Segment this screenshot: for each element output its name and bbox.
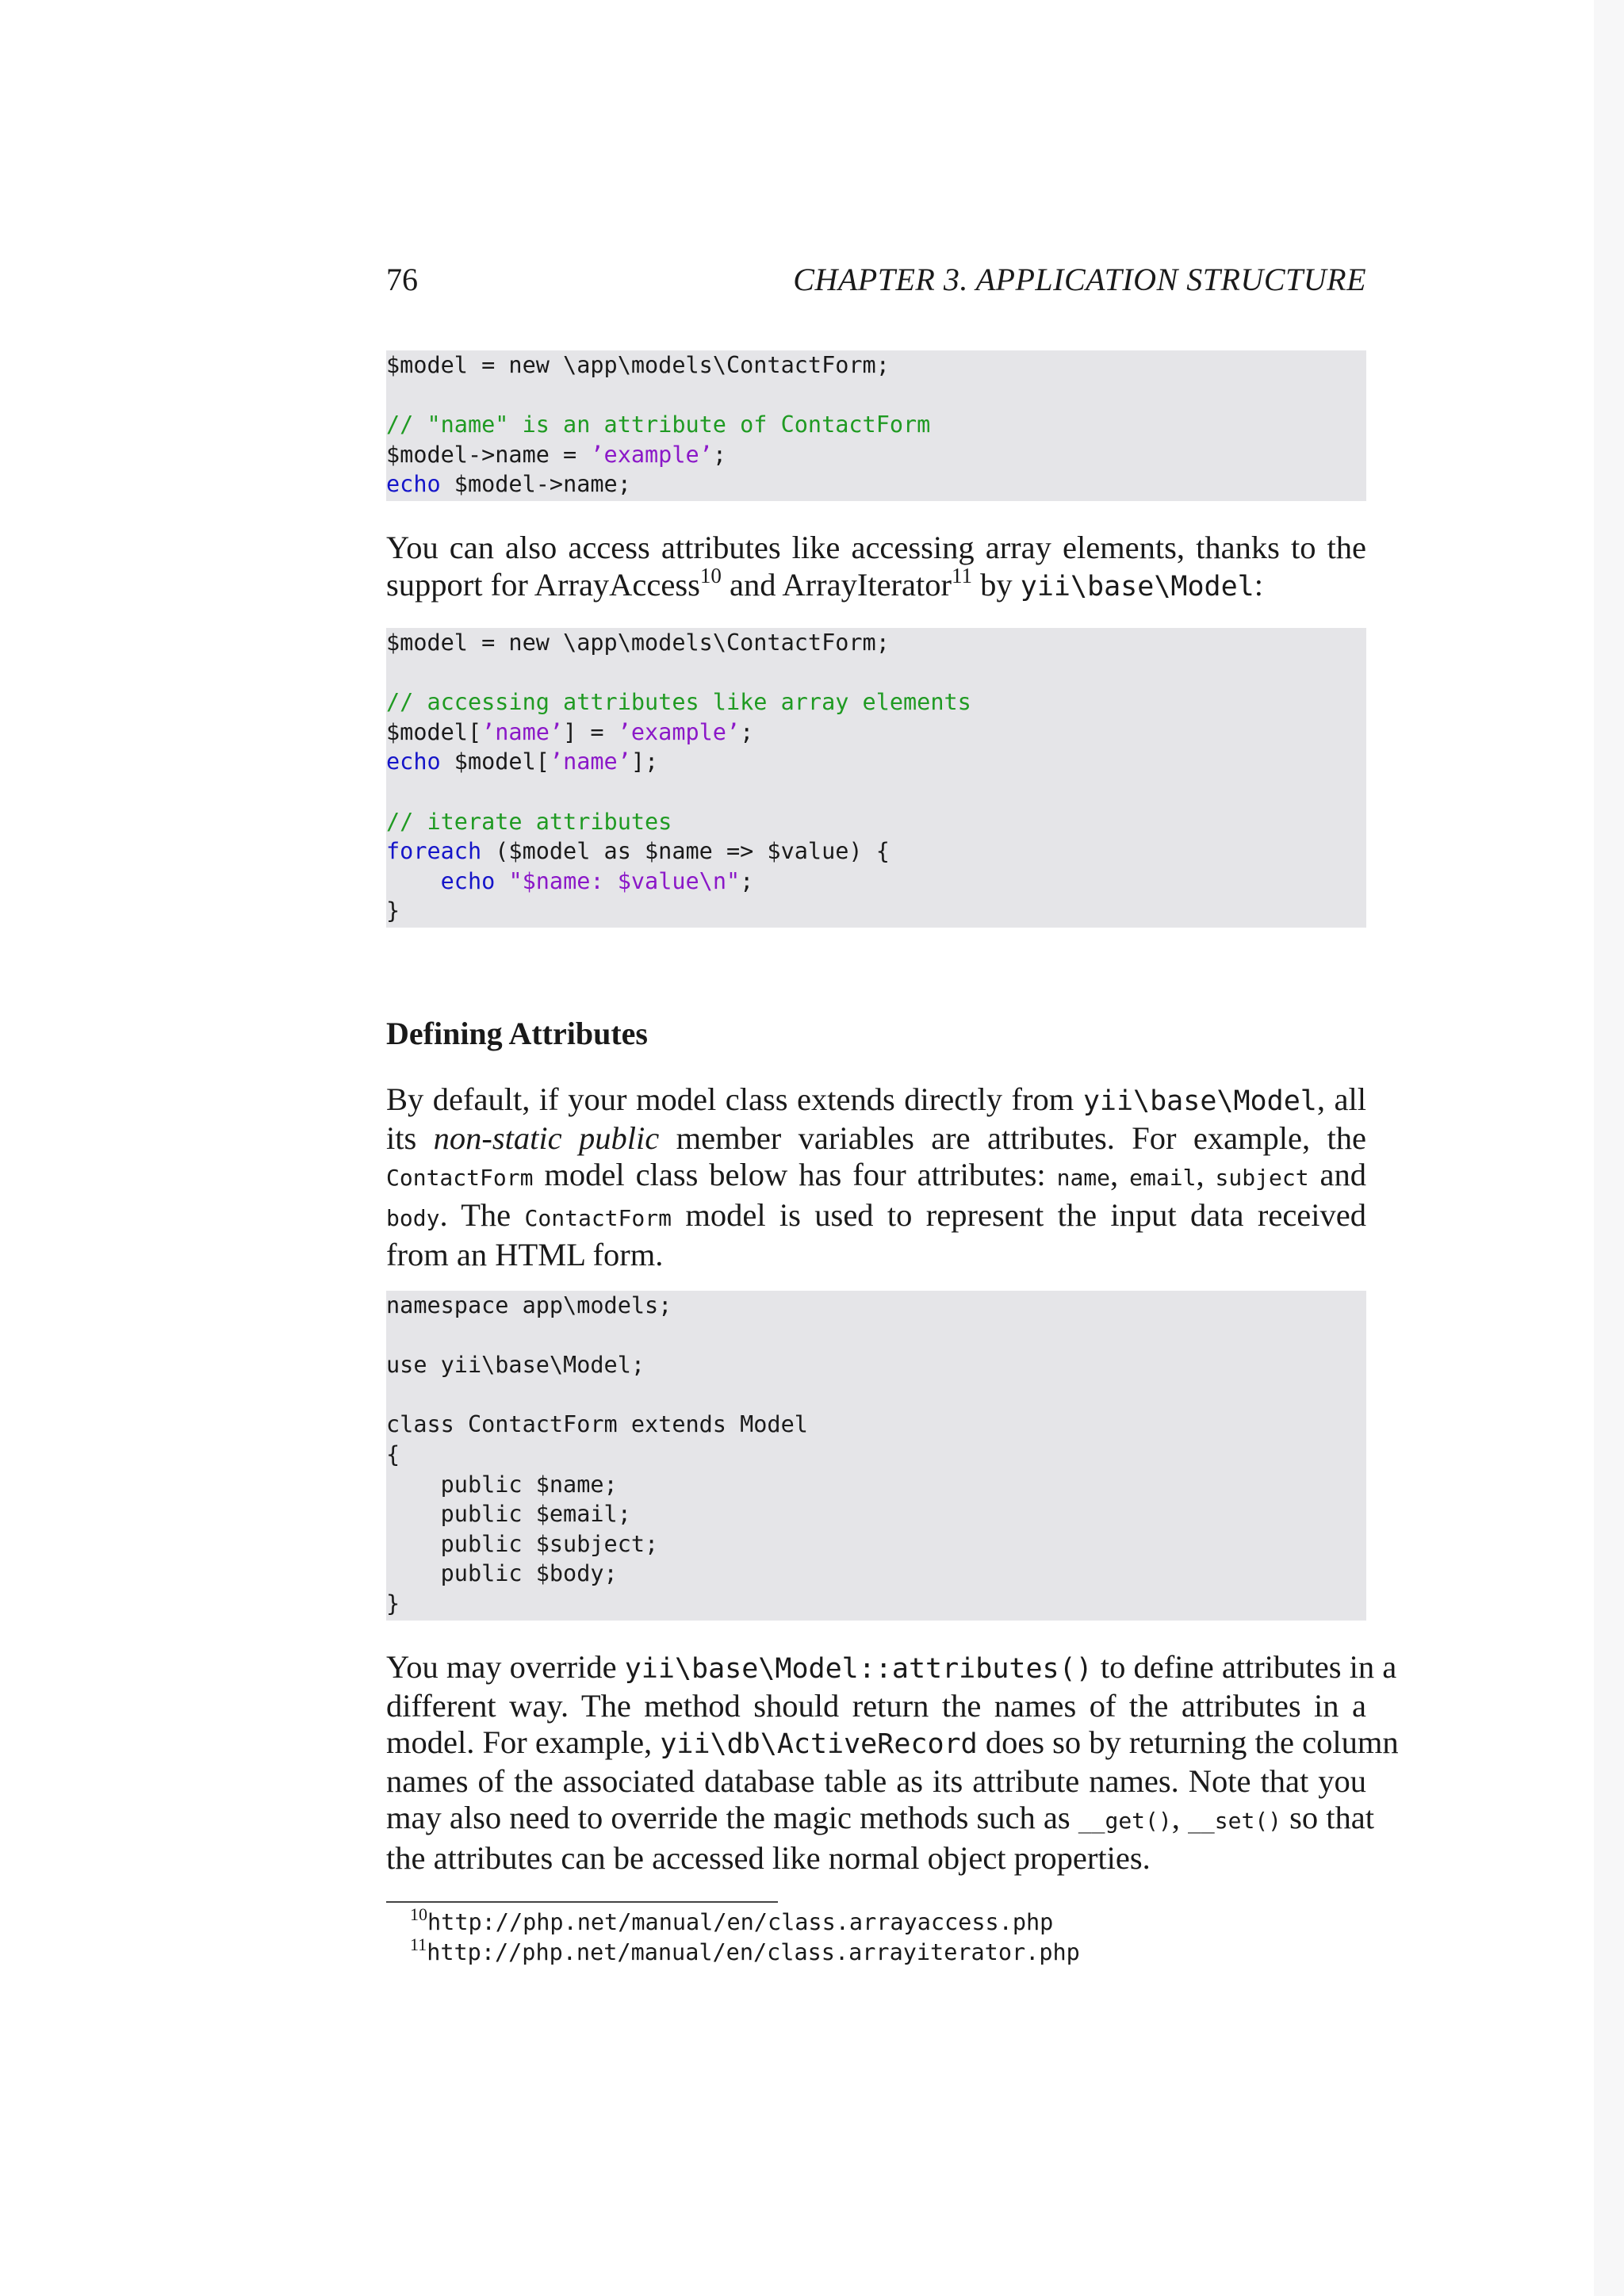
paragraph-text: model is used to represent the input data received: [671, 1196, 1366, 1233]
paragraph-text: You may override: [386, 1649, 625, 1685]
paragraph-text: the attributes can be accessed like normal object properties.: [386, 1839, 1151, 1876]
code-token: public $subject;: [386, 1530, 659, 1557]
code-token: foreach: [386, 838, 482, 865]
code-token: ;: [740, 718, 754, 745]
footnote-number: 11: [410, 1934, 427, 1954]
code-token: $model[: [386, 718, 482, 745]
code-token: ’example’: [617, 718, 741, 745]
paragraph-defining-attributes: [386, 1081, 1366, 1274]
code-token: {: [386, 1441, 400, 1468]
paragraph-text: different way. The method should return the names of the attributes in a: [386, 1687, 1366, 1724]
footnote-11: [410, 1934, 1080, 1968]
paragraph-text: does so by returning the column: [977, 1724, 1399, 1760]
paragraph-text: to define attributes in a: [1092, 1649, 1397, 1685]
paragraph-text: so that: [1281, 1800, 1375, 1835]
code-line: [386, 1470, 1366, 1500]
code-token: ] =: [563, 718, 618, 745]
inline-code: subject: [1215, 1165, 1309, 1191]
code-token: // accessing attributes like array elements: [386, 689, 971, 716]
code-token: // iterate attributes: [386, 808, 672, 835]
inline-code: __set(): [1188, 1808, 1282, 1834]
code-token: }: [386, 897, 400, 924]
code-token: $model[: [440, 748, 550, 775]
code-block-3: [386, 1291, 1366, 1621]
inline-code: ContactForm: [386, 1165, 534, 1191]
code-line: [386, 807, 1366, 837]
code-line: [386, 1440, 1366, 1470]
code-token: "$name: $value\n": [508, 867, 741, 894]
footnote-ref-11[interactable]: 11: [952, 563, 972, 587]
paragraph-text: its: [386, 1119, 434, 1156]
code-block-2: [386, 628, 1366, 928]
code-token: echo: [386, 471, 441, 498]
code-token: echo: [440, 867, 496, 894]
code-line: [386, 410, 1366, 440]
code-token: echo: [386, 748, 441, 775]
code-token: $model->name;: [440, 471, 631, 498]
paragraph-text: ,: [1110, 1157, 1130, 1192]
code-line: [386, 1529, 1366, 1559]
inline-code: yii\base\Model::attributes(): [624, 1653, 1093, 1685]
code-line: [386, 1291, 1366, 1321]
footnote-10: [410, 1904, 1080, 1938]
code-line: [386, 350, 1366, 381]
code-token: ;: [740, 867, 754, 894]
page-number: 76: [386, 262, 418, 297]
paragraph-text: names of the associated database table as its attribute names. Note that you: [386, 1762, 1366, 1799]
paragraph-text: You can also access attributes like accessing array elements, thanks to the: [386, 530, 1366, 565]
inline-code: name: [1056, 1165, 1111, 1191]
code-line: [386, 1350, 1366, 1380]
footnote-link[interactable]: http://php.net/manual/en/class.arrayaccess.php: [427, 1909, 1054, 1935]
code-token: $model = new \app\models\ContactForm;: [386, 629, 890, 656]
section-heading: Defining Attributes: [386, 1016, 648, 1051]
code-token: ’name’: [549, 748, 631, 775]
code-token: // "name" is an attribute of ContactForm: [386, 411, 931, 438]
paragraph-text: By default, if your model class extends directly from: [386, 1081, 1083, 1117]
code-token: [386, 868, 441, 894]
chapter-title: CHAPTER 3. APPLICATION STRUCTURE: [793, 262, 1366, 297]
inline-code: ContactForm: [524, 1204, 672, 1231]
code-line: [386, 867, 1366, 897]
code-line: [386, 1589, 1366, 1619]
inline-code: email: [1129, 1165, 1197, 1191]
code-line: [386, 747, 1366, 777]
paragraph-text: model. For example,: [386, 1724, 661, 1760]
code-token: public $name;: [386, 1471, 618, 1498]
page-gutter: [1594, 0, 1624, 2296]
paragraph-text: may also need to override the magic methods such as: [386, 1800, 1078, 1835]
code-line: [386, 469, 1366, 499]
code-token: $model = new \app\models\ContactForm;: [386, 352, 890, 378]
paragraph-override-attributes: [386, 1649, 1399, 1877]
inline-code: yii\db\ActiveRecord: [660, 1728, 978, 1760]
code-token: ’name’: [481, 718, 564, 745]
code-token: ’example’: [590, 441, 713, 468]
code-block-1: [386, 350, 1366, 501]
paragraph-text: model class below has four attributes:: [533, 1157, 1057, 1192]
emphasis: non-static public: [433, 1119, 660, 1156]
footnotes: [410, 1904, 1080, 1968]
paragraph-text: ,: [1171, 1800, 1189, 1835]
code-line: [386, 1499, 1366, 1529]
paragraph-text: ,: [1196, 1157, 1216, 1192]
inline-code: yii\base\Model: [1082, 1085, 1317, 1117]
code-token: ;: [712, 441, 726, 468]
code-line: [386, 777, 1366, 807]
footnote-ref-10[interactable]: 10: [699, 563, 722, 587]
inline-code: __get(): [1078, 1808, 1172, 1834]
code-line: [386, 658, 1366, 688]
code-line: [386, 628, 1366, 658]
code-token: namespace app\models;: [386, 1292, 672, 1318]
page-header: [386, 258, 1366, 302]
paragraph-text: , all: [1316, 1081, 1366, 1117]
paragraph-text: from an HTML form.: [386, 1237, 664, 1272]
code-line: [386, 1410, 1366, 1440]
paragraph-array-access: [386, 530, 1366, 605]
code-line: [386, 896, 1366, 926]
code-line: [386, 440, 1366, 470]
code-line: [386, 1321, 1366, 1351]
footnote-divider: [386, 1901, 778, 1903]
code-line: [386, 1380, 1366, 1410]
code-token: ];: [630, 748, 659, 775]
code-line: [386, 1559, 1366, 1589]
paragraph-text: :: [1254, 566, 1264, 603]
paragraph-text: . The: [439, 1196, 525, 1233]
footnote-number: 10: [410, 1904, 427, 1924]
code-line: [386, 718, 1366, 748]
code-token: }: [386, 1590, 400, 1617]
code-token: $model->name =: [386, 441, 591, 468]
code-token: class ContactForm extends Model: [386, 1411, 808, 1438]
code-line: [386, 687, 1366, 718]
inline-code: body: [386, 1204, 440, 1231]
code-token: public $body;: [386, 1560, 618, 1587]
code-token: [495, 868, 508, 894]
footnote-link[interactable]: http://php.net/manual/en/class.arrayiterator.php: [427, 1939, 1080, 1965]
code-line: [386, 836, 1366, 867]
paragraph-text: by: [972, 566, 1021, 603]
paragraph-text: member variables are attributes. For example, the: [659, 1119, 1367, 1156]
paragraph-text: and: [1308, 1157, 1367, 1192]
paragraph-text: and ArrayIterator: [721, 566, 952, 603]
code-token: ($model as $name => $value) {: [481, 838, 890, 865]
code-token: public $email;: [386, 1501, 631, 1528]
paragraph-text: support for ArrayAccess: [386, 566, 700, 603]
inline-code: yii\base\Model: [1020, 570, 1254, 603]
code-line: [386, 381, 1366, 411]
code-token: use yii\base\Model;: [386, 1352, 645, 1379]
